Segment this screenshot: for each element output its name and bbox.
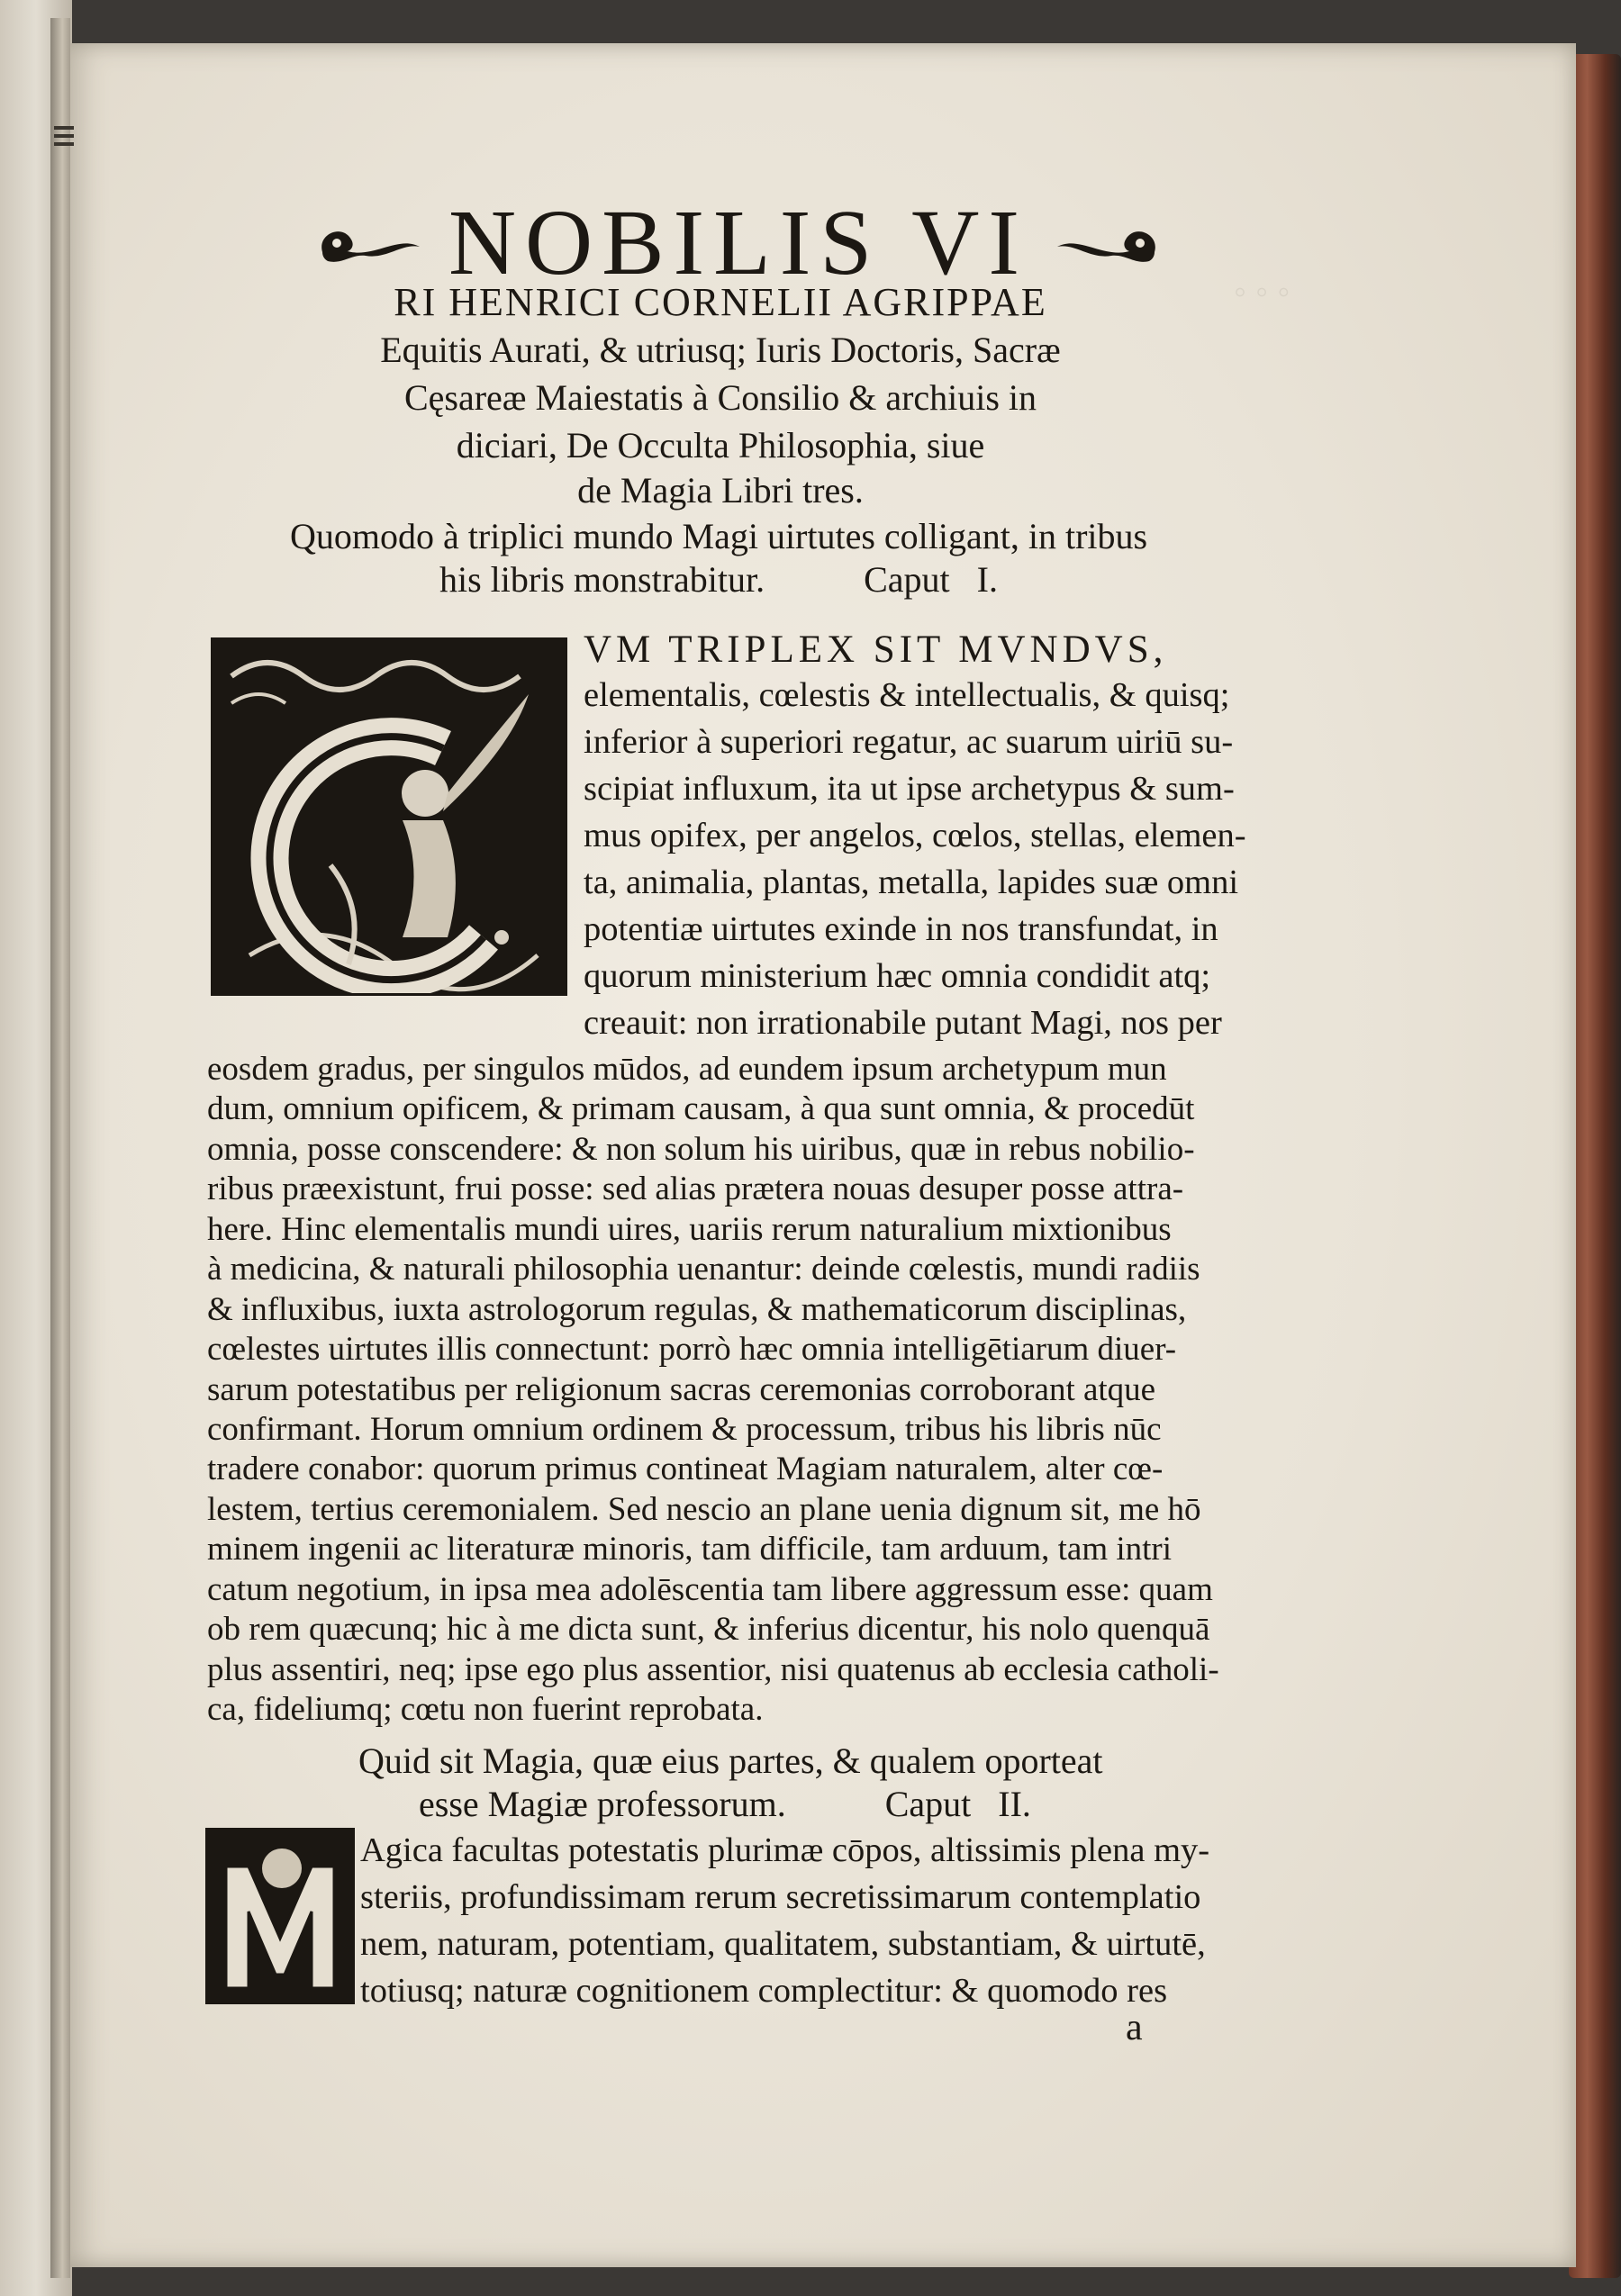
woodcut-initial-M-icon [205,1828,355,2004]
chapter1-line-5: mus opifex, per angelos, cœlos, stellas, elemen- [584,817,1246,854]
chapter2-heading-2 [419,1783,1031,1825]
title-line-4: Cęsareæ Maiestatis à Consilio & archiuis in [403,377,1037,418]
chapter1-line-21: lestem, tertius ceremonialem. Sed nescio an plane uenia dignum sit, me hō [207,1491,1201,1528]
chapter1-caput: Caput I. [864,559,998,600]
chapter1-line-26: ca, fideliumq; cœtu non fuerint reprobata. [207,1691,764,1728]
chapter1-line-25: plus assentiri, neq; ipse ego plus assentior, nisi quatenus ab ecclesia catholi- [207,1651,1219,1688]
chapter2-line-1: Agica facultas potestatis plurimæ cōpos, altissimis plena my- [360,1831,1210,1869]
signature-mark: a [1126,2007,1143,2048]
chapter1-line-6: ta, animalia, plantas, metalla, lapides suæ omni [584,863,1239,901]
title-line-2: RI HENRICI CORNELII AGRIPPAE [394,280,1047,324]
book-binding [50,18,70,2278]
title-line-5: diciari, De Occulta Philosophia, siue [456,425,985,466]
fleuron-right-icon [1054,216,1162,270]
chapter1-heading-2 [439,558,998,601]
chapter1-line-10: eosdem gradus, per singulos mūdos, ad eundem ipsum archetypum mun [207,1051,1167,1088]
chapter1-line-3: inferior à superiori regatur, ac suarum uiriū su- [584,723,1234,761]
chapter1-line-13: ribus præexistunt, frui posse: sed alias prætera nouas desuper posse attra- [207,1171,1184,1207]
chapter2-line-3: nem, naturam, potentiam, qualitatem, substantiam, & uirtutē, [360,1925,1206,1963]
chapter1-heading-line2: his libris monstrabitur. [439,559,765,600]
fleuron-left-icon [315,216,423,270]
book-cover-edge [1569,54,1621,2278]
chapter1-line-4: scipiat influxum, ita ut ipse archetypus & sum- [584,770,1235,808]
chapter2-heading-line2: esse Magiæ professorum. [419,1784,786,1824]
chapter1-line-17: cœlestes uirtutes illis connectunt: porrò hæc omnia intelligētiarum diuer- [207,1331,1177,1368]
woodcut-initial-C-icon [211,637,567,996]
margin-marks [54,126,74,150]
chapter1-line-9: creauit: non irrationabile putant Magi, nos per [584,1004,1222,1042]
chapter1-line-19: confirmant. Horum omnium ordinem & processum, tribus his libris nūc [207,1411,1162,1448]
chapter1-line-14: here. Hinc elementalis mundi uires, uariis rerum naturalium mixtionibus [207,1211,1172,1248]
chapter1-line-11: dum, omnium opificem, & primam causam, à qua sunt omnia, & procedūt [207,1090,1195,1127]
chapter1-heading: Quomodo à triplici mundo Magi uirtutes colligant, in tribus [290,516,1148,556]
chapter1-line-23: catum negotium, in ipsa mea adolēscentia tam libere aggressum esse: quam [207,1571,1213,1608]
chapter1-line-16: & influxibus, iuxta astrologorum regulas, & mathematicorum disciplinas, [207,1291,1187,1328]
title-line-6: de Magia Libri tres. [577,470,864,511]
show-through-text: ◦ ◦ ◦ [1234,271,1290,312]
chapter2-heading: Quid sit Magia, quæ eius partes, & qualem oporteat [358,1740,1103,1781]
title-line-1: NOBILIS VI [448,191,1029,294]
chapter1-line-2: elementalis, cœlestis & intellectualis, & quisq; [584,676,1230,714]
chapter1-line-12: omnia, posse conscendere: & non solum his uiribus, quæ in rebus nobilio- [207,1131,1195,1168]
chapter1-line-20: tradere conabor: quorum primus contineat Magiam naturalem, alter cœ- [207,1451,1164,1487]
chapter1-line-18: sarum potestatibus per religionum sacras ceremonias corroborant atque [207,1371,1156,1408]
chapter2-line-4: totiusq; naturæ cognitionem complectitur: & quomodo res [360,1972,1168,2010]
chapter1-line-22: minem ingenii ac literaturæ minoris, tam difficile, tam arduum, tam intri [207,1531,1173,1568]
chapter2-line-2: steriis, profundissimam rerum secretissimarum contemplatio [360,1878,1201,1916]
chapter1-line-1: VM TRIPLEX SIT MVNDVS, [584,628,1168,671]
chapter1-line-8: quorum ministerium hæc omnia condidit atq; [584,957,1211,995]
chapter1-line-24: ob rem quæcunq; hic à me dicta sunt, & inferius dicentur, his nolo quenquā [207,1611,1210,1648]
main-title [252,191,1225,294]
title-line-3: Equitis Aurati, & utriusq; Iuris Doctoris, Sacræ [380,330,1061,370]
chapter1-line-7: potentiæ uirtutes exinde in nos transfundat, in [584,910,1218,948]
chapter1-line-15: à medicina, & naturali philosophia uenantur: deinde cœlestis, mundi radiis [207,1251,1200,1288]
chapter2-caput: Caput II. [884,1784,1031,1824]
